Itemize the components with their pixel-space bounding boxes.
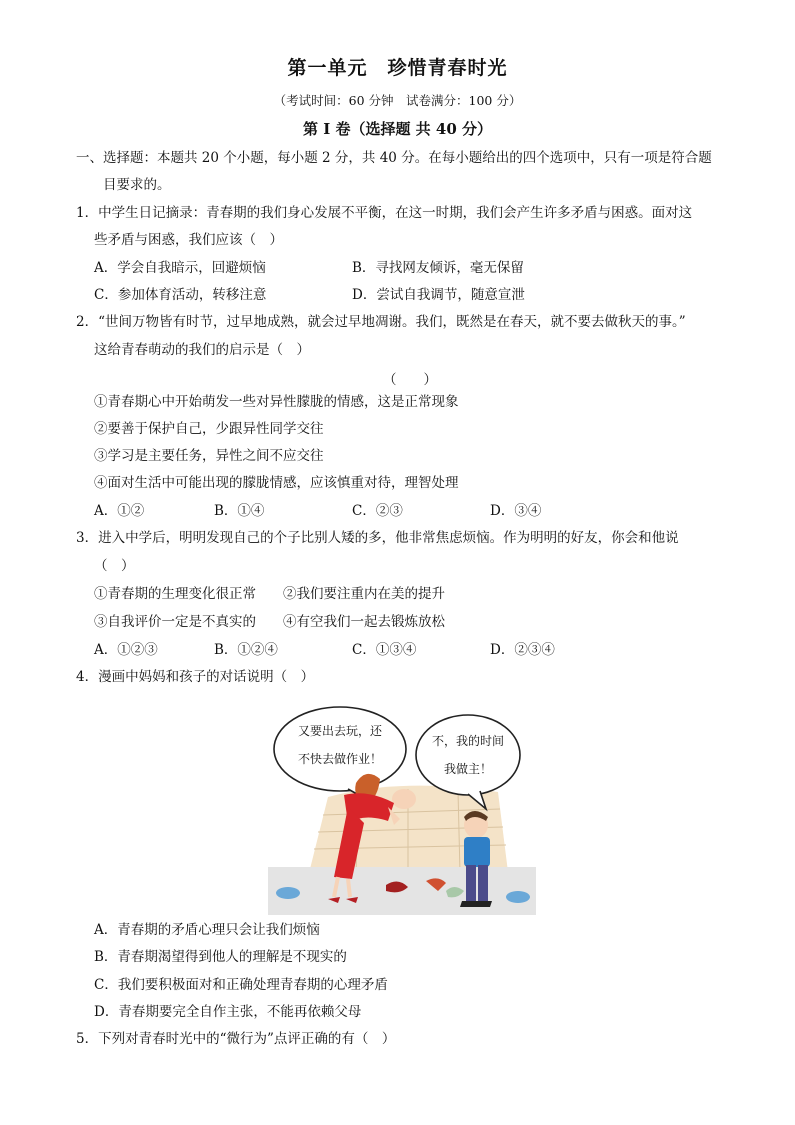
q1-option-d[interactable]: D．尝试自我调节，随意宣泄 bbox=[352, 287, 525, 303]
q1-option-b[interactable]: B．寻找网友倾诉，毫无保留 bbox=[352, 260, 524, 276]
q3-option-d[interactable]: D．②③④ bbox=[490, 642, 555, 658]
exam-info: （考试时间：60 分钟 试卷满分：100 分） bbox=[273, 93, 522, 108]
q3-statement-4: ④有空我们一起去锻炼放松 bbox=[283, 614, 445, 630]
child-speech-line-2: 我做主！ bbox=[443, 762, 493, 776]
q2-option-d[interactable]: D．③④ bbox=[490, 503, 542, 519]
question-1-text: 1．中学生日记摘录：青春期的我们身心发展不平衡，在这一时期，我们会产生许多矛盾与困惑。面对这 bbox=[76, 205, 693, 221]
question-3-text: 3．进入中学后，明明发现自己的个子比别人矮的多，他非常焦虑烦恼。作为明明的好友，你会和他说 bbox=[76, 530, 679, 546]
q3-option-a[interactable]: A．①②③ bbox=[94, 642, 158, 658]
mother-speech-line-1: 又要出去玩，还 bbox=[297, 724, 383, 738]
q3-statement-3: ③自我评价一定是不真实的 bbox=[94, 614, 256, 630]
question-3-text-cont: （ ） bbox=[94, 558, 135, 574]
q1-option-a[interactable]: A．学会自我暗示，回避烦恼 bbox=[94, 260, 266, 276]
q2-statement-3: ③学习是主要任务，异性之间不应交往 bbox=[94, 448, 324, 464]
question-2-text: 2．“世间万物皆有时节，过早地成熟，就会过早地凋谢。我们，既然是在春天，就不要去做秋天的事。” bbox=[76, 314, 686, 330]
page-title: 第一单元 珍惜青春时光 bbox=[287, 57, 508, 79]
q2-option-a[interactable]: A．①② bbox=[94, 503, 145, 519]
q2-statement-4: ④面对生活中可能出现的朦胧情感，应该慎重对待，理智处理 bbox=[94, 475, 459, 491]
q2-statement-1: ①青春期心中开始萌发一些对异性朦胧的情感，这是正常现象 bbox=[94, 394, 459, 410]
mother-speech-line-2: 不快去做作业！ bbox=[297, 752, 383, 766]
question-5-text: 5．下列对青春时光中的“微行为”点评正确的有（ ） bbox=[76, 1031, 396, 1047]
section-instruction: 一、选择题：本题共 20 个小题，每小题 2 分，共 40 分。在每小题给出的四个选项中，只有一项是符合题 bbox=[76, 150, 712, 166]
q3-statement-1: ①青春期的生理变化很正常 bbox=[94, 586, 256, 602]
q2-statement-2: ②要善于保护自己，少跟异性同学交往 bbox=[94, 421, 324, 437]
question-1-text-cont: 些矛盾与困惑，我们应该（ ） bbox=[94, 232, 283, 248]
q4-option-b[interactable]: B．青春期渴望得到他人的理解是不现实的 bbox=[94, 949, 347, 965]
question-2-text-cont: 这给青春萌动的我们的启示是（ ） bbox=[94, 342, 310, 358]
q2-option-b[interactable]: B．①④ bbox=[214, 503, 265, 519]
q4-option-a[interactable]: A．青春期的矛盾心理只会让我们烦恼 bbox=[94, 922, 320, 938]
q3-option-b[interactable]: B．①②④ bbox=[214, 642, 278, 658]
q2-option-c[interactable]: C．②③ bbox=[352, 503, 403, 519]
q3-statement-2: ②我们要注重内在美的提升 bbox=[283, 586, 445, 602]
child-speech-line-1: 不，我的时间 bbox=[431, 734, 505, 748]
q3-option-c[interactable]: C．①③④ bbox=[352, 642, 417, 658]
q4-option-d[interactable]: D．青春期要完全自作主张，不能再依赖父母 bbox=[94, 1004, 362, 1020]
q4-option-c[interactable]: C．我们要积极面对和正确处理青春期的心理矛盾 bbox=[94, 977, 388, 993]
section-instruction-cont: 目要求的。 bbox=[103, 177, 171, 193]
answer-parentheses: （ ） bbox=[383, 372, 437, 388]
mother-child-comic bbox=[268, 697, 536, 915]
q1-option-c[interactable]: C．参加体育活动，转移注意 bbox=[94, 287, 267, 303]
part-title: 第 I 卷（选择题 共 40 分） bbox=[302, 120, 492, 138]
question-4-text: 4．漫画中妈妈和孩子的对话说明（ ） bbox=[76, 669, 315, 685]
